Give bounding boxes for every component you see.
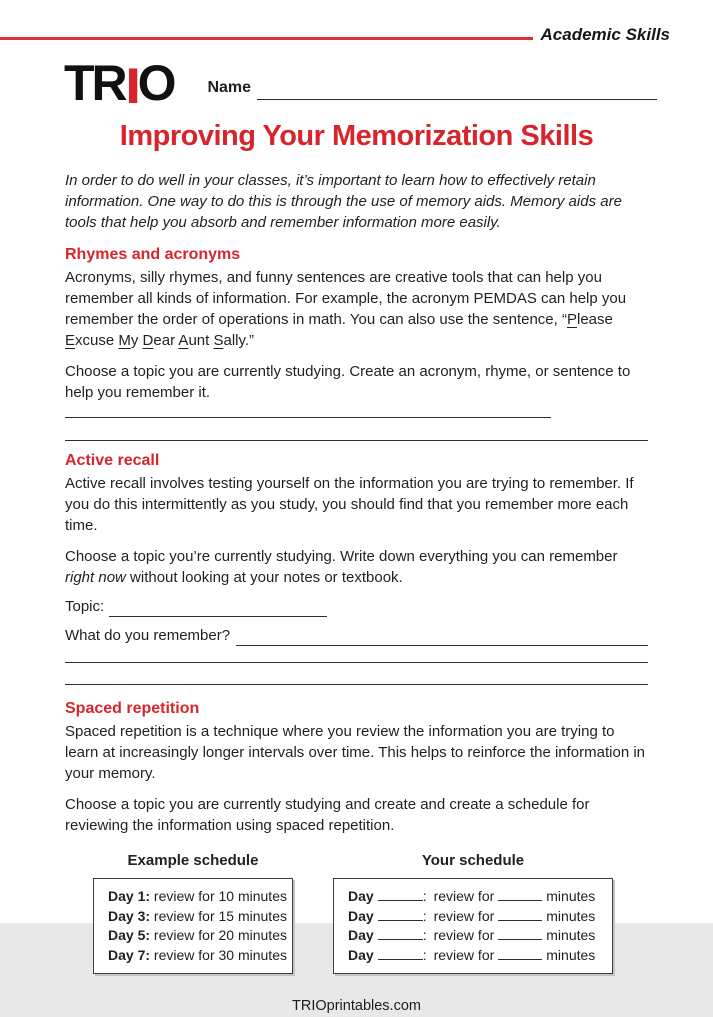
- acronym-answer-input[interactable]: [65, 405, 551, 418]
- your-colon: :: [422, 907, 427, 924]
- example-schedule-box: [93, 878, 293, 974]
- remember-field-row: [65, 626, 648, 646]
- spaced-repetition-prompt: Choose a topic you are currently studying and create and create a schedule for reviewing the information using spaced repetition.: [65, 796, 590, 834]
- mnemonic-initial: M: [118, 332, 131, 349]
- active-recall-body: Active recall involves testing yourself on the information you are trying to remember. If you do this intermittently as you study, you should find that you remember more each time.: [65, 475, 634, 534]
- name-label: Name: [207, 79, 252, 96]
- example-schedule-column: [93, 850, 293, 974]
- remember-label: What do you remember?: [65, 627, 231, 644]
- your-review-label: review for: [433, 907, 495, 924]
- active-recall-prompt: [65, 546, 648, 588]
- active-recall-heading: Active recall: [65, 452, 160, 469]
- topic-label: Topic:: [65, 598, 105, 615]
- logo-o: O: [137, 55, 174, 111]
- example-day-label: Day 3:: [108, 907, 154, 924]
- your-minutes-input[interactable]: [498, 890, 542, 901]
- your-day-label: Day: [348, 907, 374, 924]
- name-field: [207, 66, 657, 100]
- your-schedule-row: [348, 946, 608, 966]
- your-review-label: review for: [433, 927, 495, 943]
- your-schedule-box: [333, 878, 613, 974]
- your-review-label: review for: [433, 946, 495, 963]
- topic-field-row: [65, 597, 648, 617]
- spaced-repetition-heading: Spaced repetition: [65, 700, 200, 717]
- your-day-input[interactable]: [378, 929, 423, 940]
- name-input[interactable]: [257, 78, 657, 100]
- example-schedule-row: Day 7: review for 30 minutes: [108, 946, 287, 963]
- your-colon: :: [422, 946, 427, 963]
- example-schedule-row: Day 1: review for 10 minutes: [108, 888, 287, 904]
- your-schedule-row: [348, 887, 608, 907]
- example-schedule-row: Day 5: review for 20 minutes: [108, 927, 287, 943]
- page-title: Improving Your Memorization Skills: [119, 120, 594, 152]
- acronym-answer-line-2[interactable]: [65, 424, 648, 441]
- rhymes-heading: Rhymes and acronyms: [65, 246, 241, 263]
- your-day-input[interactable]: [378, 910, 423, 921]
- your-day-label: Day: [348, 927, 374, 943]
- example-day-label: Day 5:: [108, 927, 154, 943]
- example-day-label: Day 1:: [108, 888, 154, 904]
- your-colon: :: [422, 927, 427, 943]
- your-minutes-input[interactable]: [498, 929, 542, 940]
- topic-input[interactable]: [109, 602, 327, 617]
- your-day-label: Day: [348, 946, 374, 963]
- your-minutes-label: minutes: [546, 888, 596, 904]
- rhymes-body: [65, 267, 648, 351]
- active-prompt-emphasis: right now: [65, 569, 126, 586]
- your-minutes-input[interactable]: [498, 949, 542, 960]
- mnemonic-initial: P: [566, 311, 577, 328]
- mnemonic-sentence: Please Excuse My Dear Aunt Sally: [65, 311, 613, 349]
- spaced-repetition-body: Spaced repetition is a technique where you review the information you are trying to learn at increasingly longer intervals over time. This helps to reinforce the information in your memory.: [65, 723, 646, 782]
- your-colon: :: [422, 888, 427, 904]
- header-rule: [0, 37, 533, 40]
- intro-paragraph: In order to do well in your classes, it’s important to learn how to effectively retain information. One way to do this is through the use of memory aids. Memory aids are tools that help you absorb and remember information more easily.: [65, 172, 622, 231]
- logo-name-row: [64, 55, 657, 114]
- remember-answer-line-2[interactable]: [65, 646, 648, 663]
- schedules-section: [65, 850, 648, 974]
- your-day-input[interactable]: [378, 890, 423, 901]
- example-schedule-title: Example schedule: [127, 852, 259, 869]
- your-review-label: review for: [433, 888, 495, 904]
- rhymes-prompt-text: Choose a topic you are currently studying. Create an acronym, rhyme, or sentence to help you remember it.: [65, 363, 631, 401]
- rhymes-prompt: [65, 361, 648, 424]
- trio-logo: [64, 55, 174, 114]
- logo-i: I: [124, 58, 138, 114]
- your-minutes-input[interactable]: [498, 910, 542, 921]
- mnemonic-initial: D: [142, 332, 154, 349]
- category-label: Academic Skills: [540, 25, 670, 44]
- page-header: [0, 0, 713, 48]
- your-day-label: Day: [348, 888, 374, 904]
- mnemonic-initial: A: [178, 332, 189, 349]
- your-schedule-row: [348, 926, 608, 946]
- content: [0, 170, 713, 1017]
- rhymes-body-before: Acronyms, silly rhymes, and funny sentences are creative tools that can help you remember all kinds of information. For example, the acronym PEMDAS can help you remember the order of operations in math. You can also use the sentence, “: [65, 269, 627, 328]
- your-day-input[interactable]: [378, 949, 423, 960]
- footer-url: TRIOprintables.com: [292, 998, 421, 1014]
- logo-tr: TR: [64, 55, 125, 111]
- active-prompt-after: without looking at your notes or textbook.: [125, 569, 403, 586]
- your-minutes-label: minutes: [546, 946, 596, 963]
- your-schedule-row: [348, 907, 608, 927]
- example-day-label: Day 7:: [108, 946, 154, 963]
- your-minutes-label: minutes: [546, 927, 596, 943]
- your-schedule-title: Your schedule: [421, 852, 525, 869]
- mnemonic-initial: S: [213, 332, 224, 349]
- remember-input[interactable]: [236, 631, 648, 646]
- rhymes-body-after: .”: [244, 332, 255, 349]
- active-prompt-before: Choose a topic you’re currently studying. Write down everything you can remember: [65, 548, 618, 565]
- your-minutes-label: minutes: [546, 907, 596, 924]
- mnemonic-initial: E: [65, 332, 76, 349]
- your-schedule-column: [333, 850, 613, 974]
- remember-answer-line-3[interactable]: [65, 663, 648, 685]
- example-schedule-row: Day 3: review for 15 minutes: [108, 907, 287, 924]
